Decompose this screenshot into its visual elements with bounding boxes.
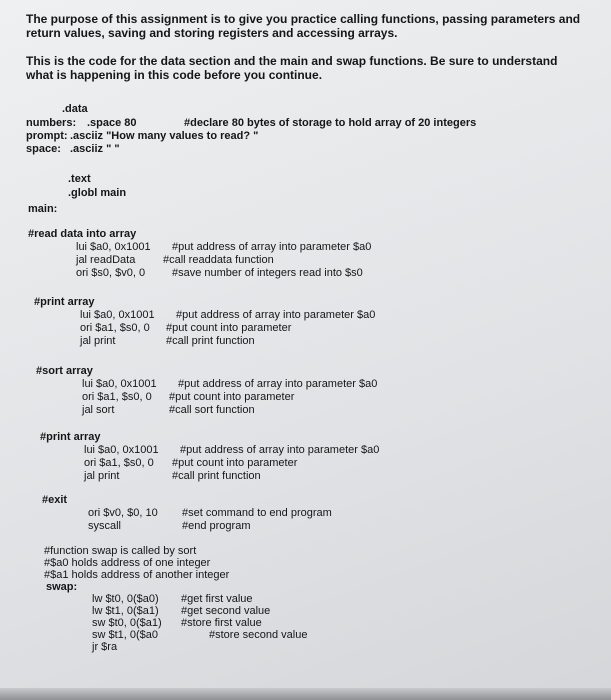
print-block-2-comment: #print array [40,431,101,443]
main-label: main: [28,203,58,215]
print2-instr-1: lui $a0, 0x1001 [84,444,159,456]
print2-instr-2: ori $a1, $s0, 0 [84,457,154,469]
print1-comment-1: #put address of array into parameter $a0 [176,309,376,321]
read-comment-1: #put address of array into parameter $a0 [172,241,372,253]
prompt-directive: .asciiz "How many values to read? " [70,130,259,142]
exit-instr-1: ori $v0, $0, 10 [88,507,158,519]
print1-instr-2: ori $a1, $s0, 0 [80,322,150,334]
exit-block-comment: #exit [42,494,68,506]
swap-instr-2: lw $t1, 0($a1) [92,605,159,617]
numbers-label: numbers: [26,117,77,129]
sort-comment-2: #put count into parameter [169,391,295,403]
exit-comment-1: #set command to end program [182,507,332,519]
swap-comment-2: #$a0 holds address of one integer [44,557,211,569]
swap-instr-4: sw $t1, 0($a0 [92,629,159,641]
sort-instr-1: lui $a0, 0x1001 [82,378,157,390]
text-directive: .text [68,173,91,185]
read-instr-3: ori $s0, $v0, 0 [76,267,146,279]
print2-comment-2: #put count into parameter [172,457,298,469]
sort-instr-2: ori $a1, $s0, 0 [82,391,152,403]
sort-comment-3: #call sort function [169,404,255,416]
instructions-paragraph: This is the code for the data section and the main and swap functions. Be sure to understand what is happening in this code before you continue. [26,54,558,82]
space-label: space: [26,143,61,155]
swap-label: swap: [46,581,78,593]
exit-instr-2: syscall [88,520,122,532]
swap-line-comment-4: #store second value [209,629,308,641]
sort-block-comment: #sort array [36,365,93,377]
print-block-1-comment: #print array [34,296,95,308]
photo-bottom-edge [0,688,611,700]
print1-instr-3: jal print [80,335,116,347]
read-comment-3: #save number of integers read into $s0 [172,267,363,279]
swap-instr-5: jr $ra [92,641,118,653]
sort-instr-3: jal sort [82,404,115,416]
exit-comment-2: #end program [182,520,251,532]
data-directive: .data [62,103,88,115]
swap-line-comment-1: #get first value [181,593,253,605]
globl-directive: .globl main [68,187,127,199]
read-comment-2: #call readdata function [163,254,274,266]
swap-comment-1: #function swap is called by sort [44,545,197,557]
swap-comment-3: #$a1 holds address of another integer [44,569,230,581]
print1-instr-1: lui $a0, 0x1001 [80,309,155,321]
space-directive: .asciiz " " [70,143,120,155]
print1-comment-2: #put count into parameter [166,322,292,334]
numbers-comment: #declare 80 bytes of storage to hold array of 20 integers [184,117,477,129]
swap-instr-1: lw $t0, 0($a0) [92,593,159,605]
swap-instr-3: sw $t0, 0($a1) [92,617,162,629]
print2-instr-3: jal print [84,470,120,482]
read-instr-1: lui $a0, 0x1001 [76,241,151,253]
print2-comment-3: #call print function [172,470,261,482]
swap-line-comment-2: #get second value [181,605,271,617]
print1-comment-3: #call print function [166,335,255,347]
swap-line-comment-3: #store first value [181,617,262,629]
numbers-directive: .space 80 [87,117,137,129]
print2-comment-1: #put address of array into parameter $a0 [180,444,380,456]
prompt-label: prompt: [26,130,68,142]
read-block-comment: #read data into array [28,228,137,240]
intro-paragraph: The purpose of this assignment is to give you practice calling functions, passing parameters and return values, saving and storing registers and accessing arrays. [26,12,581,40]
read-instr-2: jal readData [76,254,136,266]
sort-comment-1: #put address of array into parameter $a0 [178,378,378,390]
